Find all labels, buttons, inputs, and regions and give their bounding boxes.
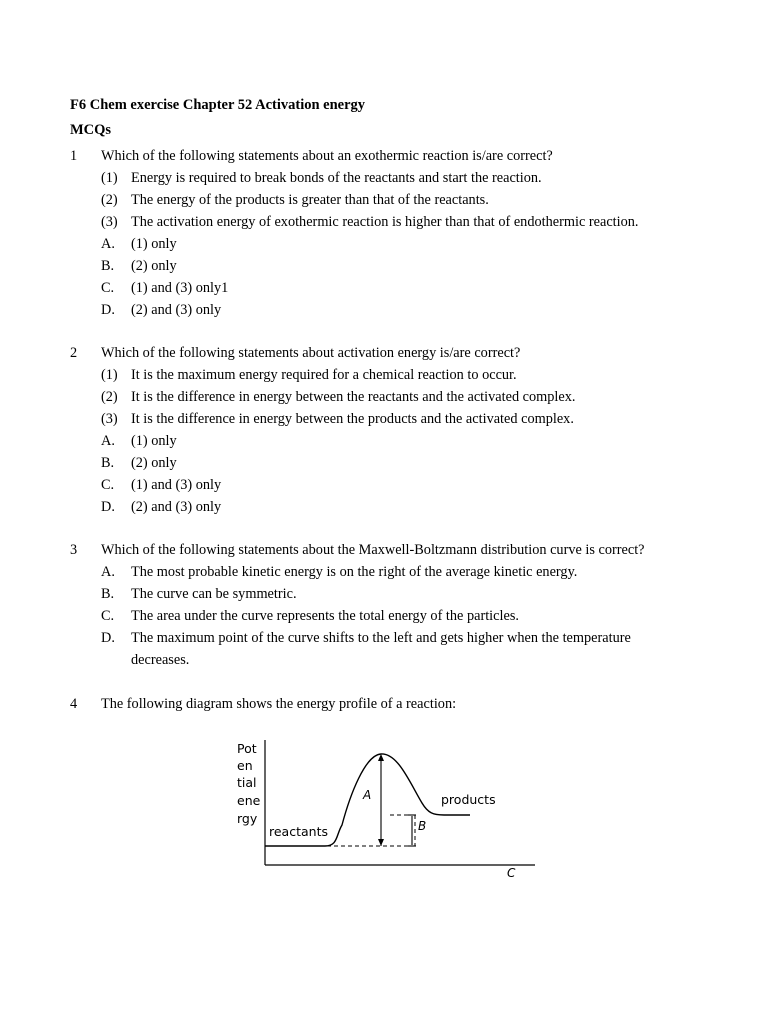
- q2-statement-text: It is the difference in energy between the products and the activated complex.: [131, 411, 574, 427]
- y-axis-label-line: Pot: [237, 741, 257, 756]
- q1-option-label: A.: [101, 236, 115, 252]
- q1-option-text: (2) only: [131, 258, 177, 274]
- q1-statement-label: (1): [101, 170, 118, 186]
- q1-statement-label: (2): [101, 192, 118, 208]
- document-title: F6 Chem exercise Chapter 52 Activation energy: [70, 97, 366, 113]
- q2-option-label: D.: [101, 499, 115, 515]
- label-a: A: [363, 788, 372, 802]
- y-axis-label-line: tial: [237, 775, 257, 790]
- q3-option-text: The area under the curve represents the total energy of the particles.: [131, 608, 519, 624]
- question-2-number: 2: [70, 345, 78, 361]
- y-axis-label-line: rgy: [237, 811, 258, 826]
- section-heading: MCQs: [70, 122, 112, 138]
- question-4-text: The following diagram shows the energy profile of a reaction:: [101, 696, 457, 712]
- q2-statement-label: (2): [101, 389, 118, 405]
- question-4-number: 4: [70, 696, 78, 712]
- q3-option-text-continued: decreases.: [131, 652, 190, 668]
- q1-option-label: C.: [101, 280, 115, 296]
- q2-option-label: B.: [101, 455, 115, 471]
- question-1-number: 1: [70, 148, 78, 164]
- q3-option-text: The most probable kinetic energy is on the right of the average kinetic energy.: [131, 564, 578, 580]
- q2-option-label: A.: [101, 433, 115, 449]
- y-axis-label-line: en: [237, 758, 253, 773]
- label-c: C: [507, 866, 516, 880]
- question-2-text: Which of the following statements about activation energy is/are correct?: [101, 345, 521, 361]
- q2-option-text: (2) only: [131, 455, 177, 471]
- q3-option-label: C.: [101, 608, 115, 624]
- q3-option-label: B.: [101, 586, 115, 602]
- products-label: products: [441, 792, 496, 807]
- q2-statement-text: It is the difference in energy between the reactants and the activated complex.: [131, 389, 576, 405]
- q1-option-text: (2) and (3) only: [131, 302, 222, 318]
- label-b: B: [418, 819, 427, 833]
- q1-statement-text: The activation energy of exothermic reaction is higher than that of endothermic reaction.: [131, 214, 639, 230]
- q2-statement-text: It is the maximum energy required for a chemical reaction to occur.: [131, 367, 517, 383]
- question-1-text: Which of the following statements about an exothermic reaction is/are correct?: [101, 148, 553, 164]
- q3-option-text: The maximum point of the curve shifts to the left and gets higher when the temperature: [131, 630, 631, 646]
- q2-option-text: (1) and (3) only: [131, 477, 222, 493]
- q3-option-text: The curve can be symmetric.: [131, 586, 297, 602]
- q3-option-label: A.: [101, 564, 115, 580]
- q2-option-text: (1) only: [131, 433, 177, 449]
- arrow-a-head-bottom: [378, 839, 384, 846]
- q2-statement-label: (1): [101, 367, 118, 383]
- q1-statement-text: Energy is required to break bonds of the reactants and start the reaction.: [131, 170, 542, 186]
- q1-option-label: B.: [101, 258, 115, 274]
- energy-profile-diagram: [230, 735, 540, 885]
- q2-option-label: C.: [101, 477, 115, 493]
- y-axis-label-line: ene: [237, 793, 261, 808]
- q1-option-label: D.: [101, 302, 115, 318]
- q2-statement-label: (3): [101, 411, 118, 427]
- question-3-number: 3: [70, 542, 78, 558]
- q2-option-text: (2) and (3) only: [131, 499, 222, 515]
- q1-statement-label: (3): [101, 214, 118, 230]
- q1-option-text: (1) and (3) only1: [131, 280, 229, 296]
- question-3-text: Which of the following statements about the Maxwell-Boltzmann distribution curve is correct?: [101, 542, 645, 558]
- q3-option-label: D.: [101, 630, 115, 646]
- reactants-label: reactants: [269, 824, 328, 839]
- q1-option-text: (1) only: [131, 236, 177, 252]
- q1-statement-text: The energy of the products is greater than that of the reactants.: [131, 192, 489, 208]
